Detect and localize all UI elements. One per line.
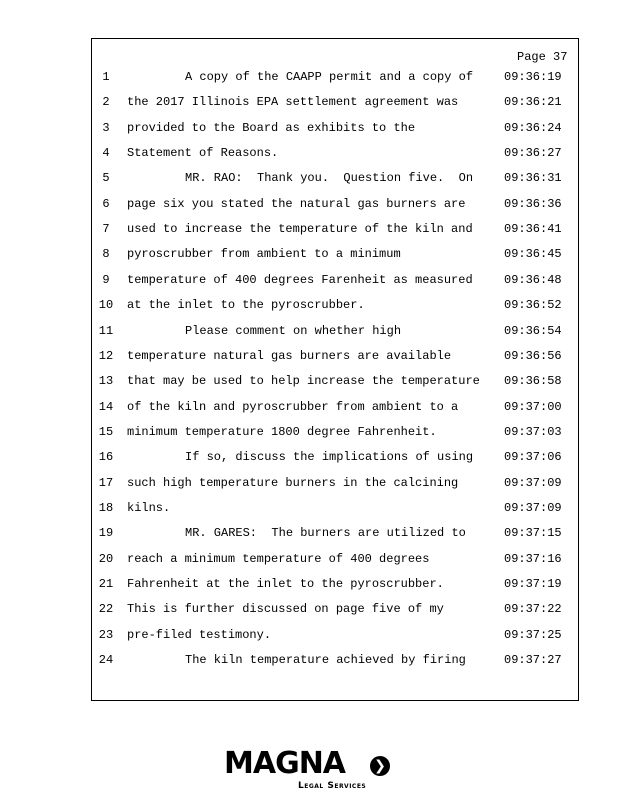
transcript-line [0,194,618,214]
transcript-line [0,321,618,341]
transcript-line [0,118,618,138]
transcript-line [0,67,618,87]
line-number: 14 [98,399,114,414]
transcript-line [0,523,618,543]
line-text: MR. GARES: The burners are utilized to [185,526,466,541]
line-number: 19 [98,526,114,541]
transcript-line [0,270,618,290]
line-text: minimum temperature 1800 degree Fahrenheit. [127,424,437,439]
line-number: 18 [98,500,114,515]
timestamp: 09:37:09 [504,500,562,515]
line-number: 17 [98,475,114,490]
line-number: 5 [102,171,110,186]
line-text: of the kiln and pyroscrubber from ambient to a [127,399,459,414]
transcript-line [0,346,618,366]
line-text: used to increase the temperature of the kiln and [127,222,473,237]
line-text: MR. RAO: Thank you. Question five. On [185,171,474,186]
line-text: such high temperature burners in the calcining [127,475,459,490]
transcript-line [0,219,618,239]
line-text: This is further discussed on page five of my [127,602,444,617]
line-number: 22 [98,602,114,617]
transcript-line [0,371,618,391]
timestamp: 09:37:16 [504,551,562,566]
transcript-line [0,143,618,163]
timestamp: 09:37:06 [504,450,562,465]
line-text: temperature natural gas burners are available [127,348,452,363]
timestamp: 09:37:03 [504,424,562,439]
timestamp: 09:36:21 [504,95,562,110]
timestamp: 09:36:48 [504,272,562,287]
transcript-line [0,422,618,442]
line-number: 15 [98,424,114,439]
line-number: 20 [98,551,114,566]
line-number: 11 [98,323,114,338]
timestamp: 09:36:31 [504,171,562,186]
timestamp: 09:36:41 [504,222,562,237]
logo-wordmark: MAGNA [224,746,346,781]
transcript-line [0,549,618,569]
line-number: 7 [102,222,110,237]
timestamp: 09:36:27 [504,146,562,161]
line-text: kilns. [127,500,171,515]
transcript-line [0,599,618,619]
line-text: pyroscrubber from ambient to a minimum [127,247,401,262]
line-number: 2 [102,95,110,110]
timestamp: 09:37:25 [504,627,562,642]
timestamp: 09:37:15 [504,526,562,541]
timestamp: 09:36:52 [504,298,562,313]
line-text: The kiln temperature achieved by firing [185,653,466,668]
page-number: Page 37 [517,50,568,64]
transcript-line [0,625,618,645]
timestamp: 09:37:09 [504,475,562,490]
timestamp: 09:36:24 [504,120,562,135]
transcript-line [0,168,618,188]
line-text: Fahrenheit at the inlet to the pyroscrubber. [127,577,444,591]
line-text: page six you stated the natural gas burners are [127,196,466,211]
line-text: reach a minimum temperature of 400 degrees [127,551,430,566]
transcript-line [0,574,618,594]
transcript-line [0,295,618,315]
line-number: 16 [98,450,114,465]
timestamp: 09:37:27 [504,653,562,668]
line-number: 1 [102,70,110,84]
line-text: Please comment on whether high [185,323,402,338]
timestamp: 09:36:56 [504,348,562,363]
line-number: 12 [98,348,114,363]
timestamp: 09:36:19 [504,70,562,84]
line-text: that may be used to help increase the temperature [127,374,480,389]
transcript-line [0,650,618,670]
timestamp: 09:37:19 [504,577,562,591]
transcript-line [0,473,618,493]
line-text: If so, discuss the implications of using [185,450,474,465]
line-number: 9 [102,272,110,287]
line-text: temperature of 400 degrees Farenheit as measured [127,272,473,287]
transcript-line [0,397,618,417]
timestamp: 09:37:00 [504,399,562,414]
line-text: pre-filed testimony. [127,627,272,642]
transcript-line [0,244,618,264]
transcript-line [0,447,618,467]
line-text: provided to the Board as exhibits to the [127,120,416,135]
line-number: 21 [98,577,114,591]
timestamp: 09:36:54 [504,323,562,338]
line-number: 8 [102,247,110,262]
timestamp: 09:36:36 [504,196,562,211]
line-number: 3 [102,120,110,135]
line-text: at the inlet to the pyroscrubber. [127,298,365,313]
line-text: A copy of the CAAPP permit and a copy of [185,70,474,84]
line-number: 24 [98,653,114,668]
line-number: 6 [102,196,110,211]
line-number: 4 [102,146,110,161]
line-text: Statement of Reasons. [127,146,279,161]
line-number: 23 [98,627,114,642]
transcript-line [0,92,618,112]
line-number: 10 [98,298,114,313]
transcript-line [0,498,618,518]
timestamp: 09:37:22 [504,602,562,617]
logo-tagline: Legal Services [298,781,367,791]
timestamp: 09:36:45 [504,247,562,262]
timestamp: 09:36:58 [504,374,562,389]
line-number: 13 [98,374,114,389]
line-text: the 2017 Illinois EPA settlement agreement was [127,95,459,110]
arrow-circle-icon: ❯ [370,756,390,776]
magna-logo [224,748,399,793]
